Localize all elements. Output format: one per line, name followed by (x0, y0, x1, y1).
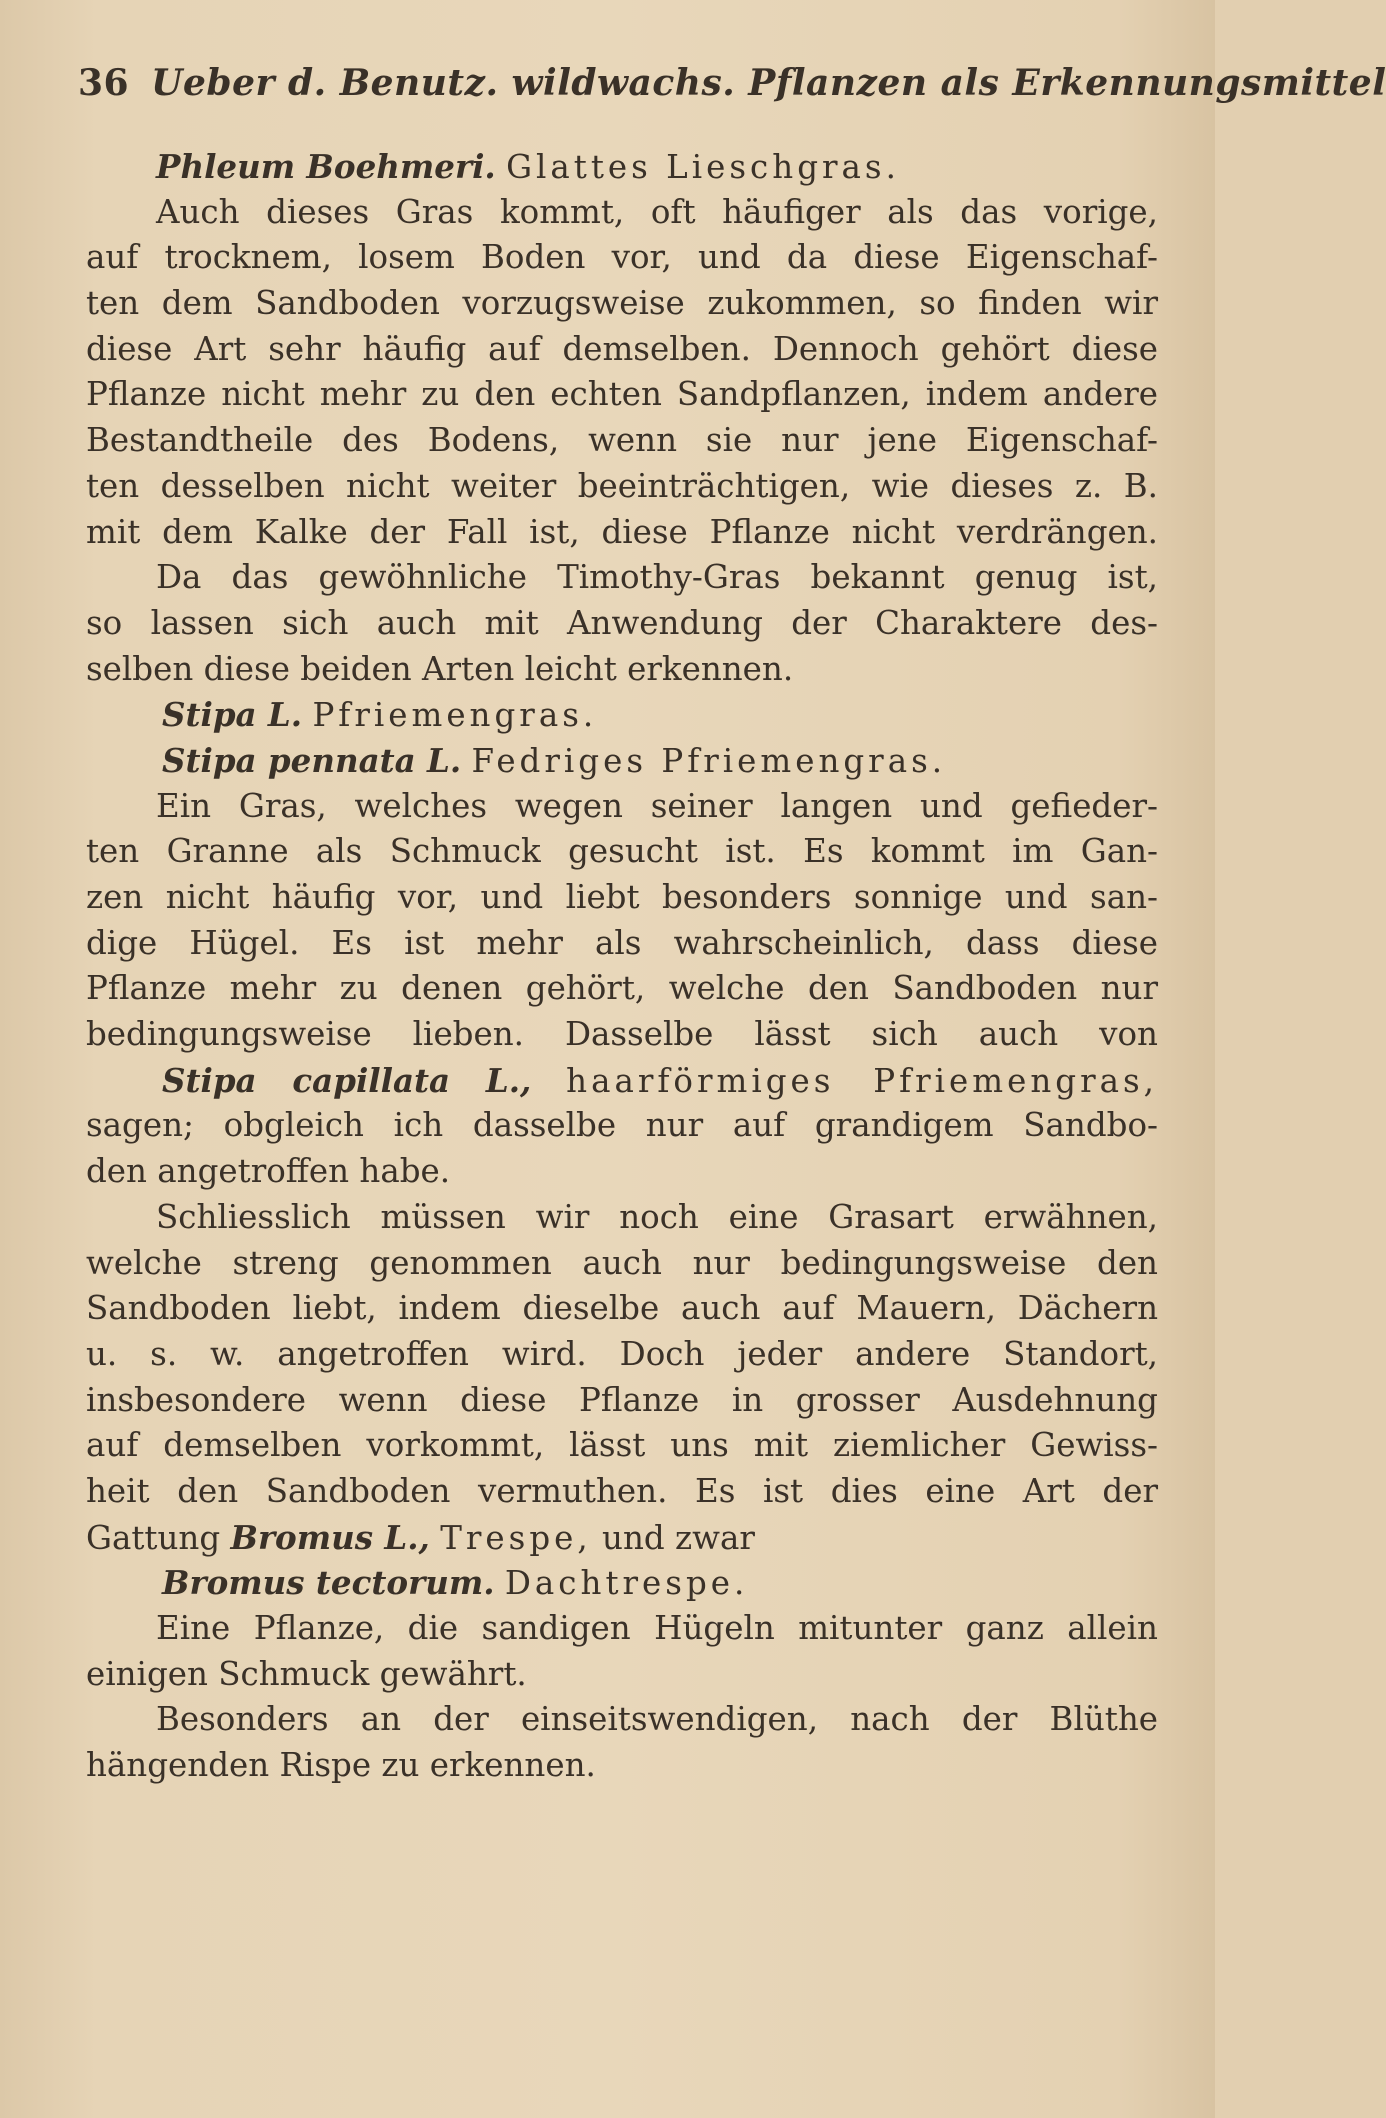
text-run: selben diese beiden Arten leicht erkennen. (86, 649, 794, 688)
text-run (302, 696, 312, 734)
text-line (86, 921, 1158, 967)
text-run: ten desselben nicht weiter beeinträchtigen, wie dieses z. B. (86, 466, 1158, 505)
text-run (531, 1062, 566, 1100)
text-line (86, 966, 1158, 1012)
text-line (86, 1241, 1158, 1287)
text-run: sagen; obgleich ich dasselbe nur auf grandigem Sandbo- (86, 1106, 1158, 1145)
text-line (86, 190, 1158, 236)
text-line (86, 875, 1158, 921)
running-header (78, 62, 1386, 104)
text-line (86, 1332, 1158, 1378)
common-name: Dachtrespe. (504, 1564, 749, 1603)
text-run: Bestandtheile des Bodens, wenn sie nur jene Eigenschaf- (86, 421, 1158, 460)
text-run: bedingungsweise lieben. Dasselbe lässt sich auch von (86, 1015, 1158, 1054)
text-run: ten dem Sandboden vorzugsweise zukommen, so finden wir (86, 284, 1158, 323)
text-line (86, 372, 1158, 418)
species-name: Stipa capillata L., (162, 1060, 532, 1100)
text-run: mit dem Kalke der Fall ist, diese Pflanze nicht verdrängen. (86, 512, 1158, 551)
body-text (86, 144, 1158, 1789)
text-run: dige Hügel. Es ist mehr als wahrscheinlich, dass diese (86, 923, 1158, 962)
text-line (86, 1652, 1158, 1698)
common-name: Pfriemengras. (312, 696, 598, 735)
text-run: Sandboden liebt, indem dieselbe auch auf Mauern, Dächern (86, 1289, 1158, 1328)
text-run: auf demselben vorkommt, lässt uns mit ziemlicher Gewiss- (86, 1426, 1158, 1465)
text-run: welche streng genommen auch nur bedingungsweise den (86, 1243, 1158, 1282)
text-line (86, 1286, 1158, 1332)
text-run: so lassen sich auch mit Anwendung der Charaktere des- (86, 603, 1158, 642)
text-run: Eine Pflanze, die sandigen Hügeln mitunter ganz allein (156, 1609, 1158, 1647)
running-title: Ueber d. Benutz. wildwachs. Pflanzen als Erkennungsmittel (151, 62, 1386, 104)
common-name: Glattes Lieschgras. (506, 148, 900, 186)
text-run: Schliesslich müssen wir noch eine Grasart erwähnen, (156, 1197, 1158, 1236)
text-line (86, 1697, 1158, 1743)
species-name: Stipa pennata L. (162, 740, 462, 780)
text-line (86, 418, 1158, 464)
text-run: hängenden Rispe zu erkennen. (86, 1746, 596, 1785)
text-run: u. s. w. angetroffen wird. Doch jeder andere Standort, (86, 1334, 1158, 1373)
text-run: ten Granne als Schmuck gesucht ist. Es kommt im Gan- (86, 832, 1158, 871)
text-line (86, 1743, 1158, 1789)
text-line (86, 1469, 1158, 1515)
species-name: Bromus L., (230, 1517, 430, 1557)
text-run: Da das gewöhnliche Timothy-Gras bekannt genug ist, (156, 558, 1158, 597)
text-line (86, 510, 1158, 556)
text-line (86, 601, 1158, 647)
text-line (86, 235, 1158, 281)
text-run: auf trocknem, losem Boden vor, und da diese Eigenschaf- (86, 238, 1158, 277)
text-line (86, 555, 1158, 601)
text-run (461, 742, 471, 780)
text-line (86, 1423, 1158, 1469)
text-line (86, 327, 1158, 373)
text-run: Gattung (86, 1518, 231, 1557)
text-line (86, 1103, 1158, 1149)
text-line (86, 1149, 1158, 1195)
text-run: Pflanze mehr zu denen gehört, welche den Sandboden nur (86, 969, 1158, 1008)
text-line (86, 692, 1158, 738)
species-name: Bromus tectorum. (162, 1563, 495, 1603)
page-number: 36 (78, 62, 130, 104)
common-name: Trespe, (440, 1518, 592, 1557)
text-line (86, 1378, 1158, 1424)
text-line (86, 647, 1158, 693)
text-run (430, 1519, 440, 1557)
species-name: Stipa L. (162, 695, 303, 735)
text-run: den angetroffen habe. (86, 1152, 451, 1191)
text-line (86, 738, 1158, 784)
text-line (86, 1560, 1158, 1606)
text-line (86, 281, 1158, 327)
species-name: Phleum Boehmeri. (156, 147, 496, 186)
text-run: und zwar (591, 1518, 755, 1557)
text-run: einigen Schmuck gewährt. (86, 1654, 527, 1693)
text-line (86, 1195, 1158, 1241)
text-line (86, 1606, 1158, 1652)
text-line (86, 1012, 1158, 1058)
text-run: heit den Sandboden vermuthen. Es ist dies eine Art der (86, 1471, 1158, 1510)
text-run: diese Art sehr häufig auf demselben. Dennoch gehört diese (86, 329, 1158, 368)
common-name: haarförmiges Pfriemengras, (566, 1061, 1158, 1100)
text-run (496, 148, 506, 186)
common-name: Fedriges Pfriemengras. (471, 741, 947, 780)
text-run: insbesondere wenn diese Pflanze in grosser Ausdehnung (86, 1380, 1158, 1419)
text-line (86, 144, 1158, 190)
text-run: Auch dieses Gras kommt, oft häufiger als das vorige, (156, 192, 1158, 231)
text-line (86, 784, 1158, 830)
text-run (495, 1564, 505, 1602)
text-run: Pflanze nicht mehr zu den echten Sandpflanzen, indem andere (86, 375, 1158, 414)
text-line (86, 464, 1158, 510)
text-run: Ein Gras, welches wegen seiner langen und gefieder- (156, 786, 1158, 825)
text-line (86, 1058, 1158, 1104)
text-run: Besonders an der einseitswendigen, nach der Blüthe (156, 1700, 1158, 1739)
text-run: zen nicht häufig vor, und liebt besonders sonnige und san- (86, 878, 1158, 916)
text-line (86, 1515, 1158, 1561)
text-line (86, 829, 1158, 875)
